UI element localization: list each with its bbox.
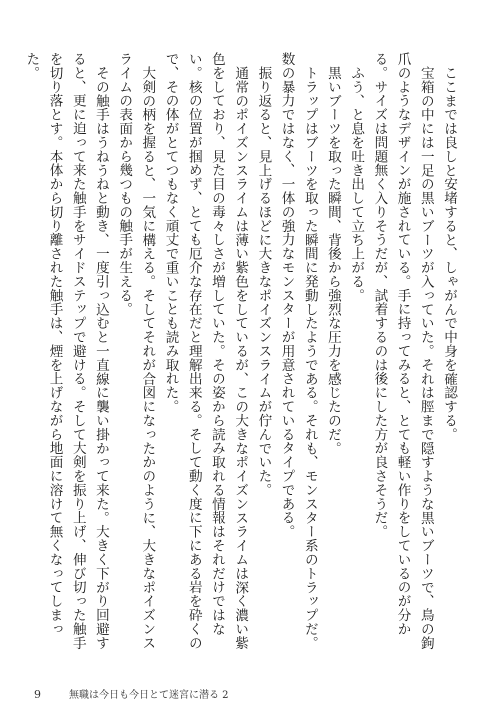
paragraph: ふう、と息を吐き出して立ち上がる。 bbox=[348, 65, 365, 302]
paragraph: 大剣の柄を握ると、一気に構える。そしてそれが合図になったかのように、大きなポイズンスライムの表面から幾つもの触手が生える。 bbox=[116, 52, 156, 650]
paragraph: トラップはブーツを取った瞬間に発動したようである。それも、モンスター系のトラップだ。数の暴力ではなく、一体の強力なモンスターが用意されているタイプである。 bbox=[278, 52, 318, 650]
book-title: 無職は今日も今日とて迷宮に潜る 2 bbox=[69, 690, 229, 701]
paragraph: 宝箱の中には一足の黒いブーツが入っていた。それは脛まで隠すような黒いブーツで、鳥の鉤爪のようなデザインが施されている。手に持ってみると、とても軽い作りをしているのが分かる。サイズは問題無く入りそうだが、試着するのは後にした方が良さそうだ。 bbox=[371, 52, 434, 650]
paragraph: 通常のポイズンスライムは薄い紫色をしているが、この大きなポイズンスライムは深く濃い紫色をしており、見た目の毒々しさが増していた。その姿から読み取れる情報はそれだけではない。核の位置が掴めず、とても厄介な存在だと理解出来る。そして動く度に下にある岩を砕くので、その体がとてつもなく頑丈で重いことも読み取れた。 bbox=[162, 52, 249, 650]
vertical-text-body bbox=[23, 52, 460, 657]
paragraph: その触手はうねうねと動き、一度引っ込むと一直線に襲い掛かって来た。大きく下がり回避すると、更に迫って来た触手をサイドステップで避ける。そして大剣を振り上げ、伸び切った触手を切り落とす。本体から切り離された触手は、煙を上げながら地面に溶けて無くなってしまった。 bbox=[23, 52, 109, 650]
paragraph: 振り返ると、見上げるほどに大きなポイズンスライムが佇んでいた。 bbox=[255, 65, 272, 497]
page-footer bbox=[34, 686, 229, 701]
paragraph: ここまでは良しと安堵すると、しゃがんで中身を確認する。 bbox=[441, 65, 457, 441]
paragraph: 黒いブーツを取った瞬間、背後から強烈な圧力を感じたのだ。 bbox=[324, 65, 341, 455]
page-number: 9 bbox=[34, 688, 41, 701]
